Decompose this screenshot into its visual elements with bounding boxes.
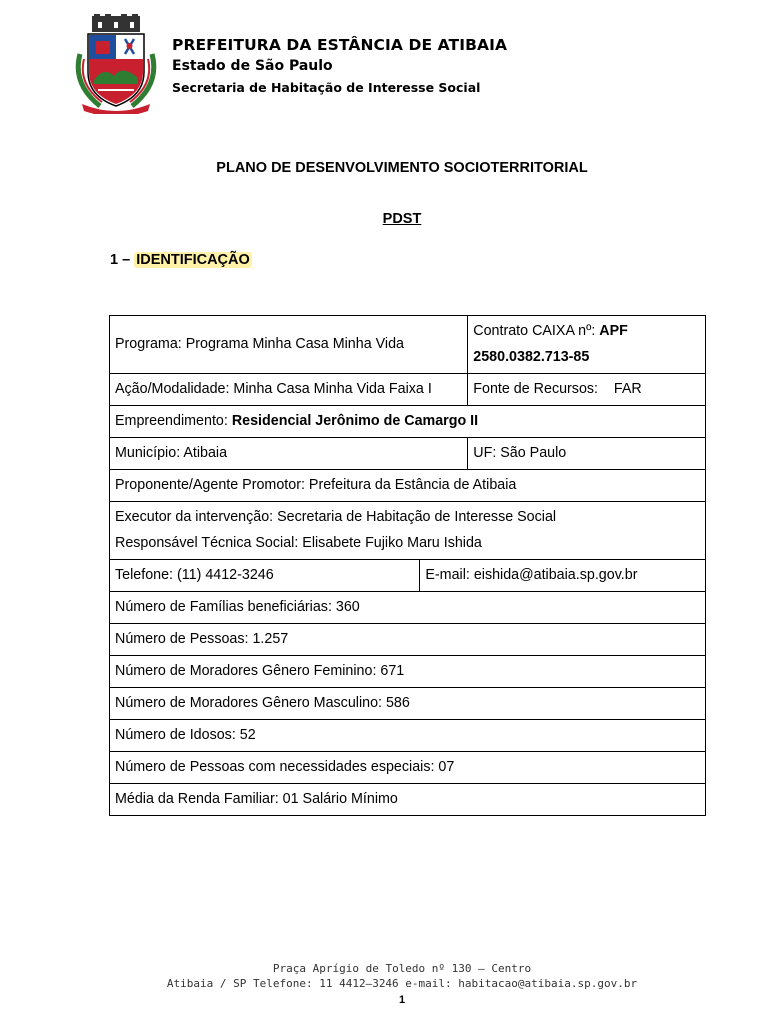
enterprise-value: Residencial Jerônimo de Camargo II xyxy=(231,412,479,429)
modality-cell: Ação/Modalidade: Minha Casa Minha Vida Faixa I xyxy=(110,374,468,406)
section-heading xyxy=(110,252,252,268)
footer-address: Praça Aprígio de Toledo nº 130 – Centro xyxy=(272,962,532,975)
table-row xyxy=(110,406,706,438)
state-name: Estado de São Paulo xyxy=(172,58,333,74)
table-row xyxy=(110,374,706,406)
contract-value-apf: APF xyxy=(599,323,628,340)
table-row xyxy=(110,656,706,688)
page-footer xyxy=(0,962,768,991)
families-cell: Número de Famílias beneficiárias: 360 xyxy=(110,592,706,624)
executor-text: Executor da intervenção: Secretaria de Habitação de Interesse Social xyxy=(115,509,557,526)
document-title: PLANO DE DESENVOLVIMENTO SOCIOTERRITORIAL xyxy=(216,160,588,176)
female-residents-cell: Número de Moradores Gênero Feminino: 671 xyxy=(110,656,706,688)
state-cell: UF: São Paulo xyxy=(468,438,706,470)
letterhead xyxy=(172,36,507,95)
table-row xyxy=(110,592,706,624)
funding-cell xyxy=(468,374,706,406)
table-row xyxy=(110,502,706,560)
male-residents-cell: Número de Moradores Gênero Masculino: 586 xyxy=(110,688,706,720)
table-row xyxy=(110,688,706,720)
footer-contact: Atibaia / SP Telefone: 11 4412–3246 e-mail: habitacao@atibaia.sp.gov.br xyxy=(166,976,638,990)
municipality-cell: Município: Atibaia xyxy=(110,438,468,470)
table-row xyxy=(110,316,706,374)
table-row xyxy=(110,624,706,656)
enterprise-label: Empreendimento: xyxy=(115,412,232,429)
executor-cell xyxy=(110,502,706,560)
contract-value-number: 2580.0382.713-85 xyxy=(473,348,590,365)
elderly-cell: Número de Idosos: 52 xyxy=(110,720,706,752)
table-row xyxy=(110,752,706,784)
table-row xyxy=(110,438,706,470)
table-row xyxy=(110,784,706,816)
department-name: Secretaria de Habitação de Interesse Social xyxy=(172,80,481,95)
prefecture-name: PREFEITURA DA ESTÂNCIA DE ATIBAIA xyxy=(172,36,508,54)
page-number: 1 xyxy=(398,994,406,1006)
municipal-crest-icon xyxy=(70,14,162,114)
document-acronym: PDST xyxy=(382,211,422,227)
enterprise-cell xyxy=(110,406,706,438)
responsible-text: Responsável Técnica Social: Elisabete Fujiko Maru Ishida xyxy=(115,534,482,551)
average-income-cell: Média da Renda Familiar: 01 Salário Mínimo xyxy=(110,784,706,816)
phone-cell: Telefone: (11) 4412-3246 xyxy=(110,560,420,592)
section-label: IDENTIFICAÇÃO xyxy=(136,252,250,268)
proponent-cell: Proponente/Agente Promotor: Prefeitura da Estância de Atibaia xyxy=(110,470,706,502)
section-number: 1 – xyxy=(110,252,135,268)
table-row xyxy=(110,470,706,502)
people-cell: Número de Pessoas: 1.257 xyxy=(110,624,706,656)
funding-label: Fonte de Recursos: xyxy=(473,380,599,397)
program-cell: Programa: Programa Minha Casa Minha Vida xyxy=(110,316,468,374)
table-row xyxy=(110,720,706,752)
email-cell: E-mail: eishida@atibaia.sp.gov.br xyxy=(420,560,706,592)
contract-label: Contrato CAIXA nº: xyxy=(473,323,600,340)
contract-cell xyxy=(468,316,706,374)
funding-value: FAR xyxy=(613,380,642,397)
table-row xyxy=(110,560,706,592)
special-needs-cell: Número de Pessoas com necessidades especiais: 07 xyxy=(110,752,706,784)
identification-table xyxy=(109,315,706,816)
